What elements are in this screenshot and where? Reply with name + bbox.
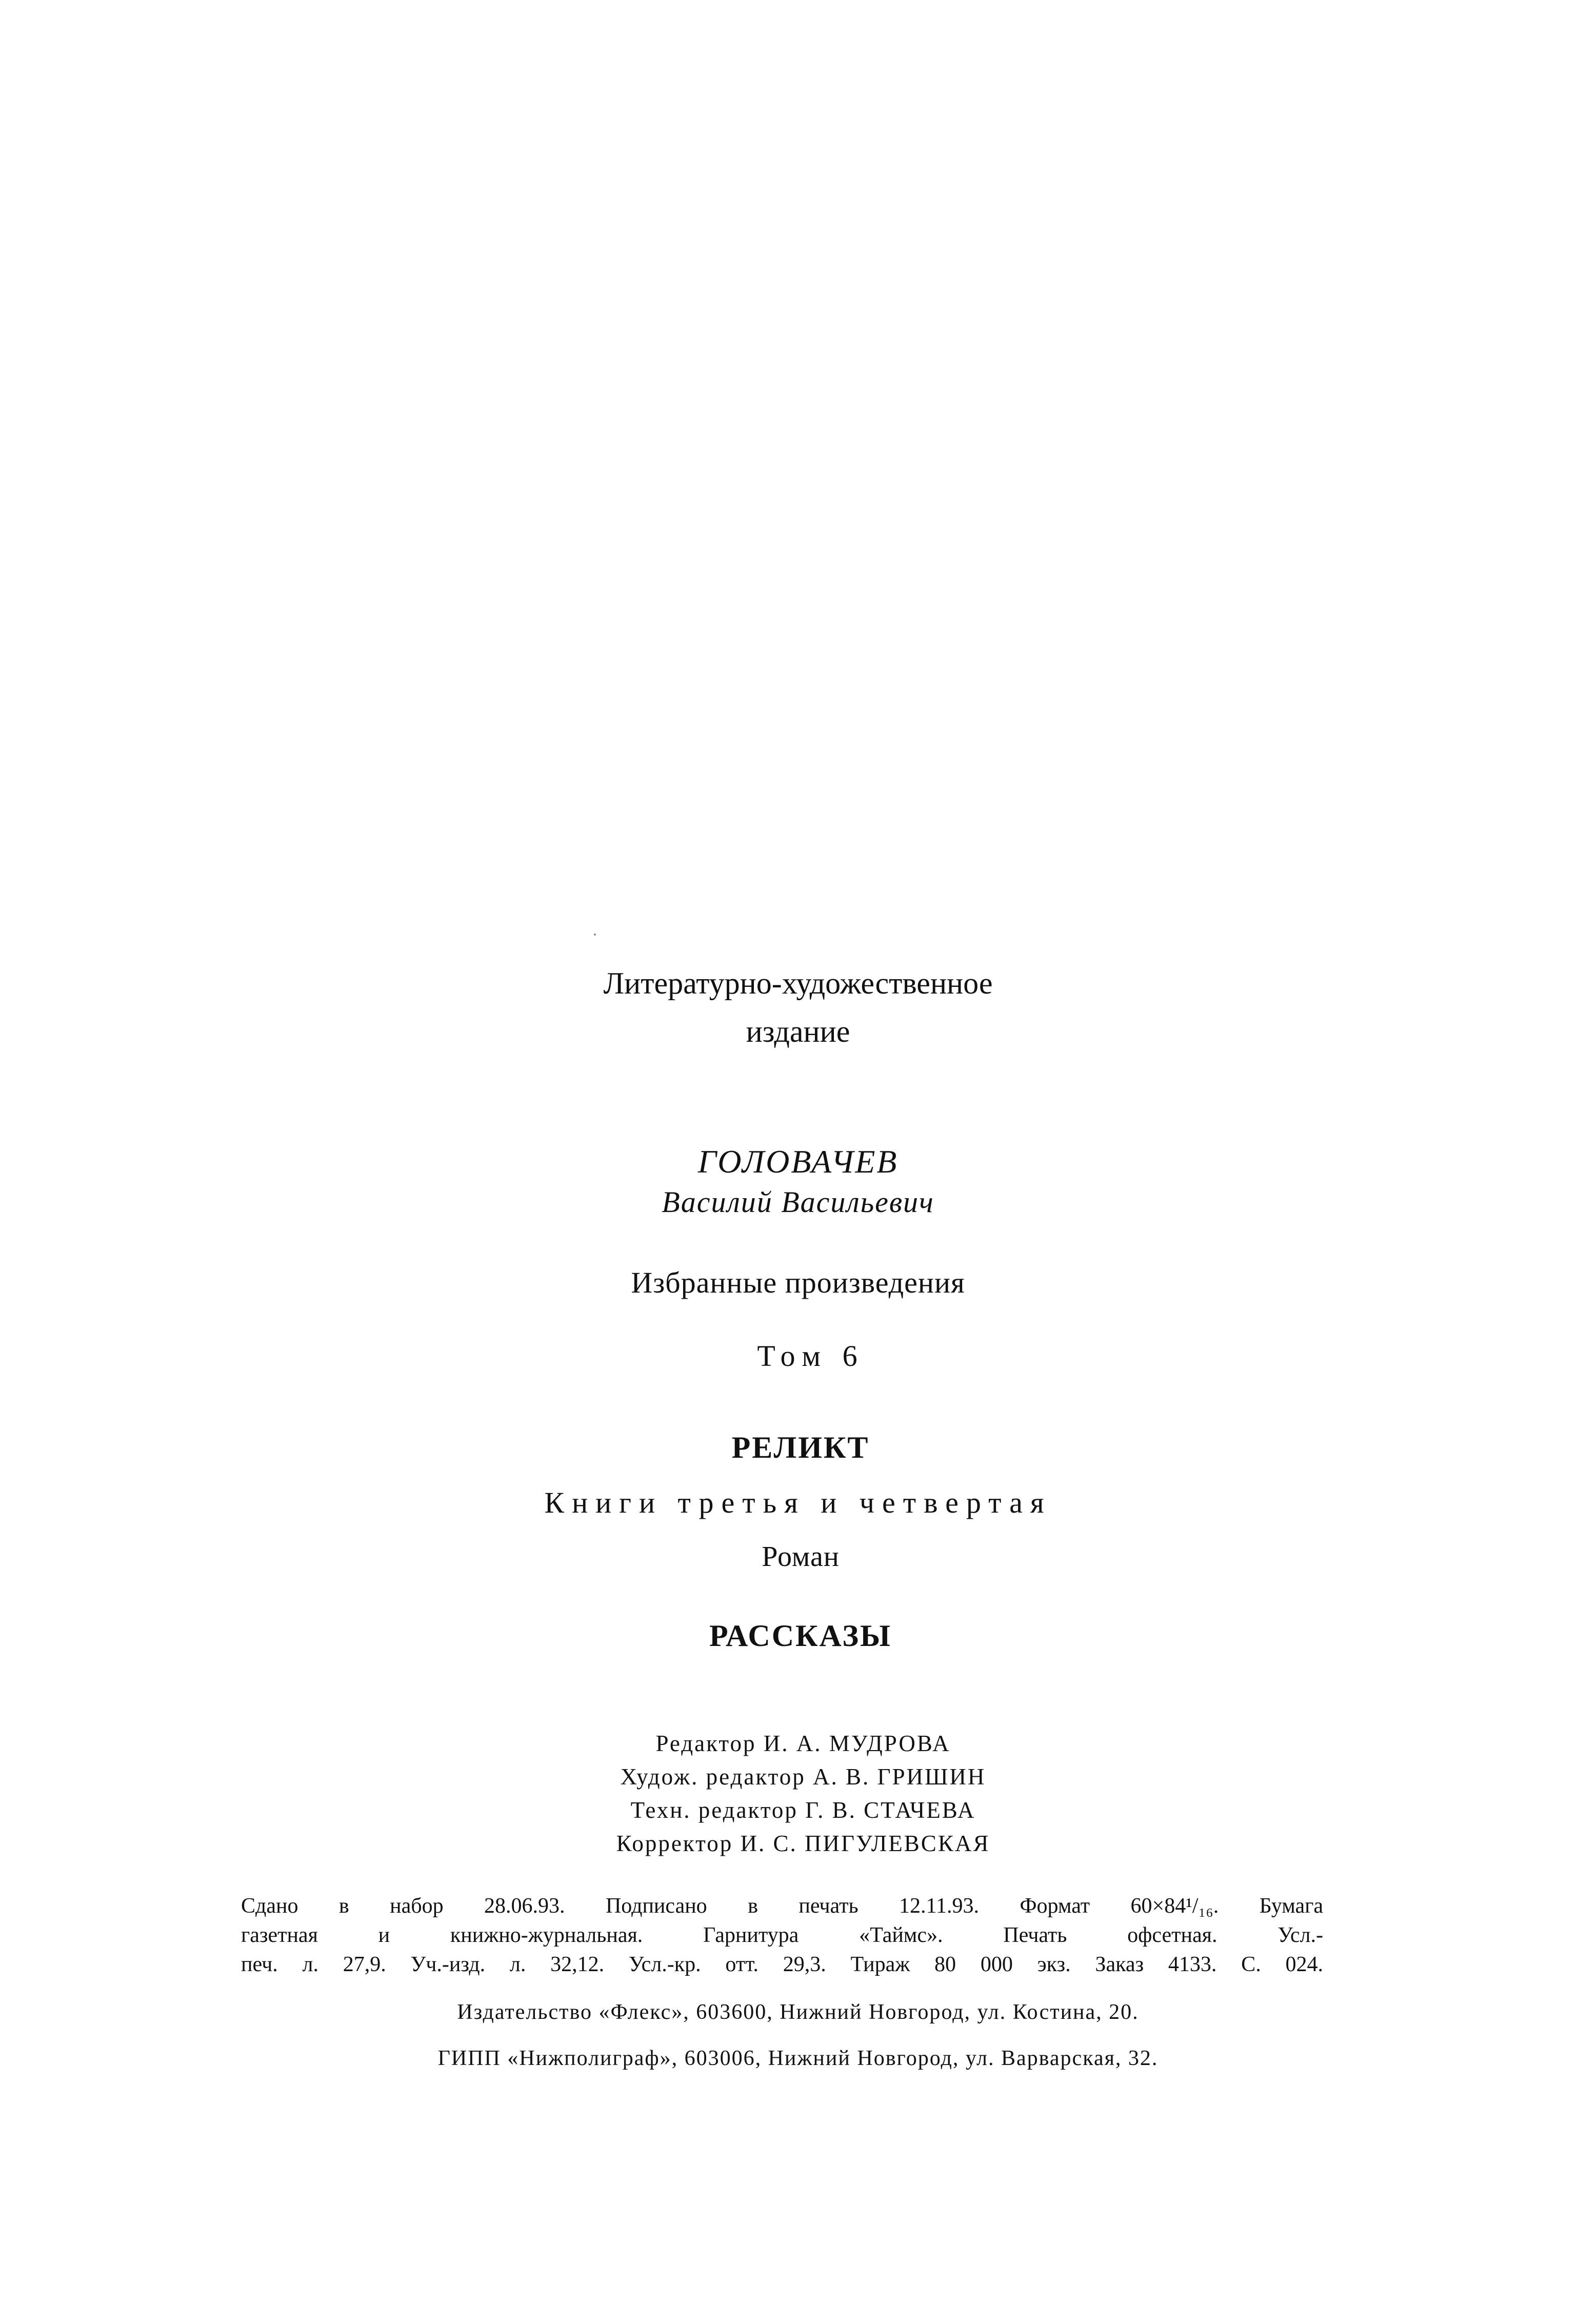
credit-proofreader: Корректор И. С. ПИГУЛЕВСКАЯ (616, 1831, 990, 1856)
edition-type-line-1: Литературно-художественное (603, 966, 993, 1000)
credit-editor: Редактор И. А. МУДРОВА (655, 1731, 951, 1756)
print-speck (594, 934, 596, 936)
collection-title: Избранные произведения (631, 1266, 965, 1299)
credits-list (5, 1727, 1596, 1860)
print-details-line-1: Сдано в набор 28.06.93. Подписано в печать 12.11.93. Формат 60×84¹/₁₆. Бумага (241, 1894, 1323, 1918)
credit-art-editor: Худож. редактор А. В. ГРИШИН (620, 1764, 986, 1790)
novel-genre: Роман (762, 1541, 840, 1573)
edition-type-line-2: издание (746, 1015, 850, 1048)
volume-number: Том 6 (757, 1339, 865, 1373)
author-surname: ГОЛОВАЧЕВ (697, 1143, 899, 1180)
stories-title: РАССКАЗЫ (709, 1619, 892, 1653)
publisher-address: Издательство «Флекс», 603600, Нижний Новгород, ул. Костина, 20. (457, 2000, 1139, 2024)
print-details-line-2: газетная и книжно-журнальная. Гарнитура «Таймс». Печать офсетная. Усл.- (241, 1923, 1323, 1947)
novel-books: Книги третья и четвертая (544, 1486, 1052, 1519)
credit-tech-editor: Техн. редактор Г. В. СТАЧЕВА (630, 1797, 976, 1823)
print-details-line-3: печ. л. 27,9. Уч.-изд. л. 32,12. Усл.-кр. отт. 29,3. Тираж 80 000 экз. Заказ 4133. С. 024. (241, 1953, 1323, 1976)
author-name: Василий Васильевич (662, 1185, 934, 1219)
print-details (241, 1892, 1323, 1979)
edition-type (0, 959, 1596, 1056)
printer-address: ГИПП «Нижполиграф», 603006, Нижний Новгород, ул. Варварская, 32. (437, 2047, 1159, 2070)
novel-title: РЕЛИКТ (731, 1431, 870, 1464)
